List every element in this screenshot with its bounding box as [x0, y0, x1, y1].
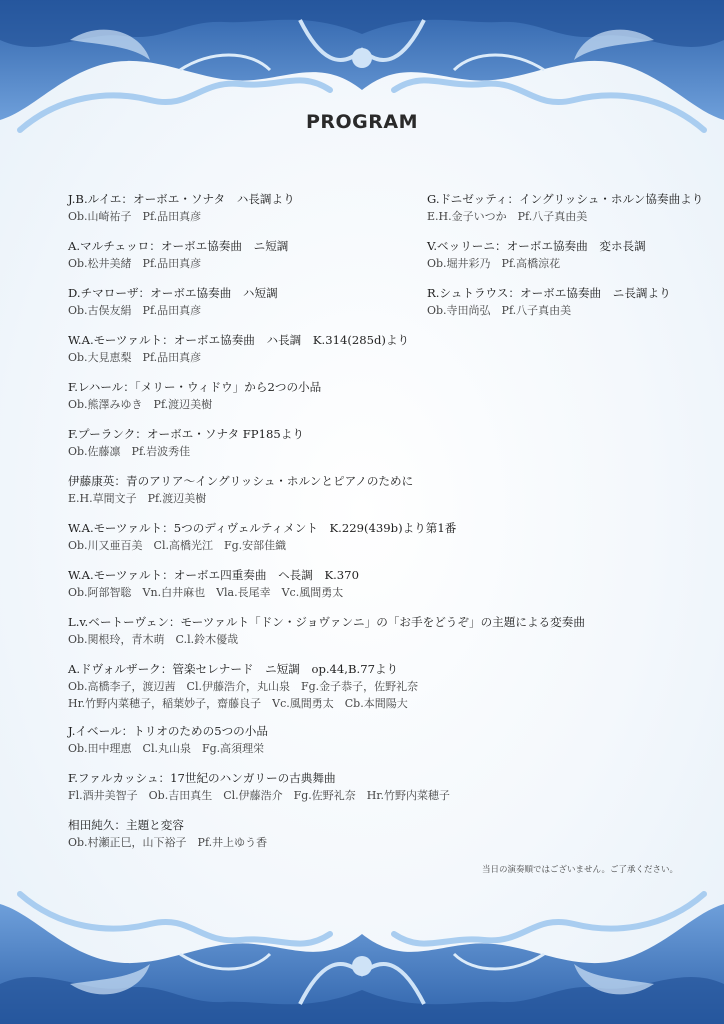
performers: Ob.村瀬正巳，山下裕子 Pf.井上ゆう香: [68, 836, 268, 849]
performers: E.H.金子いつか Pf.八子真由美: [427, 210, 588, 223]
piece-title: F.ファルカッシュ：17世紀のハンガリーの古典舞曲: [68, 771, 336, 785]
program-entry: [68, 723, 628, 770]
program-entry: [68, 473, 628, 520]
program-entry: [68, 817, 628, 864]
program-entry: [68, 332, 628, 379]
performers: Ob.堀井彩乃 Pf.高橋涼花: [427, 257, 561, 270]
performers: Ob.大見恵梨 Pf.品田真彦: [68, 351, 202, 364]
performers: Ob.山崎祐子 Pf.品田真彦: [68, 210, 202, 223]
piece-title: J.B.ルイエ：オーボエ・ソナタ ハ長調より: [68, 192, 295, 206]
performers: Ob.寺田尚弘 Pf.八子真由美: [427, 304, 572, 317]
performers: Ob.川又亜百美 Cl.高橋光江 Fg.安部佳織: [68, 539, 287, 552]
piece-title: 相田純久：主題と変容: [68, 818, 184, 832]
program-entry: [68, 520, 628, 567]
piece-title: W.A.モーツァルト：5つのディヴェルティメント K.229(439b)より第1番: [68, 521, 457, 535]
performers: Ob.関根玲，青木萌 C.l.鈴木優哉: [68, 633, 239, 646]
piece-title: W.A.モーツァルト：オーボエ協奏曲 ハ長調 K.314(285d)より: [68, 333, 410, 347]
program-entry: [68, 770, 628, 817]
piece-title: F.プーランク：オーボエ・ソナタ FP185より: [68, 427, 304, 441]
bottom-ornament: [0, 874, 724, 1024]
performers: Ob.松井美緒 Pf.品田真彦: [68, 257, 202, 270]
page-title: PROGRAM: [305, 111, 419, 133]
piece-title: A.マルチェッロ：オーボエ協奏曲 ニ短調: [68, 239, 289, 253]
performers: Ob.高橋李子，渡辺茜 Cl.伊藤浩介，丸山泉 Fg.金子恭子，佐野礼奈: [68, 680, 419, 693]
program-entry: [68, 567, 628, 614]
program-entry: [427, 285, 717, 332]
piece-title: F.レハール：「メリー・ウィドウ」から2つの小品: [68, 380, 322, 394]
piece-title: R.シュトラウス：オーボエ協奏曲 ニ長調より: [427, 286, 671, 300]
program-entry: [68, 661, 628, 723]
performers: Ob.阿部智聡 Vn.白井麻也 Vla.長尾幸 Vc.風間勇太: [68, 586, 344, 599]
program-right-column: [427, 191, 717, 332]
performers: Ob.古俣友絹 Pf.品田真彦: [68, 304, 202, 317]
piece-title: V.ベッリーニ：オーボエ協奏曲 変ホ長調: [427, 239, 646, 253]
program-entry: [427, 238, 717, 285]
order-disclaimer-note: 当日の演奏順ではございません。ご了承ください。: [481, 865, 678, 875]
performers: Ob.熊澤みゆき Pf.渡辺美樹: [68, 398, 213, 411]
performers: Hr.竹野内菜穂子，稲葉妙子，齋藤良子 Vc.風間勇太 Cb.本間陽大: [68, 697, 408, 710]
performers: Fl.酒井美智子 Ob.吉田真生 Cl.伊藤浩介 Fg.佐野礼奈 Hr.竹野内菜穂子: [68, 789, 450, 802]
program-entry: [68, 379, 628, 426]
performers: Ob.佐藤凛 Pf.岩波秀佳: [68, 445, 191, 458]
piece-title: G.ドニゼッティ：イングリッシュ・ホルン協奏曲より: [427, 192, 704, 206]
performers: E.H.草間文子 Pf.渡辺美樹: [68, 492, 207, 505]
program-entry: [68, 426, 628, 473]
piece-title: A.ドヴォルザーク：管楽セレナード ニ短調 op.44,B.77より: [68, 662, 399, 676]
program-entry: [427, 191, 717, 238]
piece-title: W.A.モーツァルト：オーボエ四重奏曲 ヘ長調 K.370: [68, 568, 359, 582]
piece-title: L.v.ベートーヴェン：モーツァルト「ドン・ジョヴァンニ」の「お手をどうぞ」の主題による変奏曲: [68, 615, 585, 629]
piece-title: J.イベール：トリオのための5つの小品: [68, 724, 268, 738]
piece-title: D.チマローザ：オーボエ協奏曲 ハ短調: [68, 286, 278, 300]
performers: Ob.田中理恵 Cl.丸山泉 Fg.高須理栄: [68, 742, 265, 755]
piece-title: 伊藤康英：青のアリア～イングリッシュ・ホルンとピアノのために: [68, 474, 414, 488]
program-entry: [68, 614, 628, 661]
